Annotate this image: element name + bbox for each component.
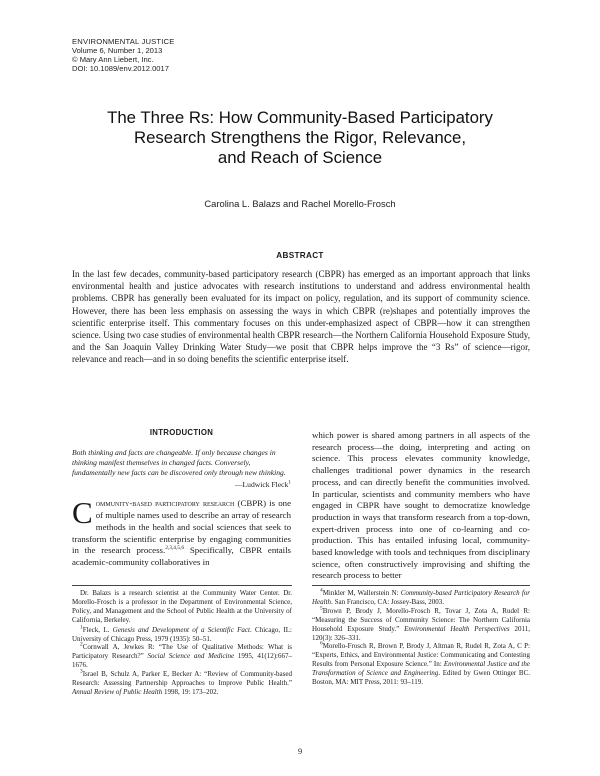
footnote-divider-left: [72, 585, 292, 586]
reference-3: [72, 670, 292, 697]
ref-4-number: 4: [320, 587, 323, 594]
ref-5-post: 2011, 120(3): 326–331.: [312, 624, 530, 642]
intro-paragraph: [72, 495, 291, 568]
journal-volume: Volume 6, Number 1, 2013: [72, 46, 163, 55]
right-column-text: which power is shared among partners in all aspects of the research process—the doing, interpreting and acting on science. This process elevates community knowledge, challenges traditional power dynamics in the research process, and can directly benefit the communities involved. In particular, scientists and community members who have engaged in CBPR have sought to democratize knowledge production in ways that transform research from a top-down, expert-driven process into one of co-learning and co-production. This has entailed infusing local, community-based knowledge with tools and techniques from disciplinary science, often constructively improvising and shifting the research process to better: [312, 430, 530, 581]
ref-1-post: . Chicago, IL: University of Chicago Press, 1979 (1935): 50–51.: [72, 625, 292, 643]
intro-refs: 2,3,4,5,6: [165, 545, 185, 552]
abstract-heading: ABSTRACT: [276, 251, 324, 260]
ref-3-post: 1998, 19: 173–202.: [162, 687, 219, 696]
ref-3-pre: Israel B, Schulz A, Parker E, Becker A: “Review of Community-based Research: Assessing Partnership Approaches to Improve Public Health.”: [72, 670, 292, 688]
journal-name: ENVIRONMENTAL JUSTICE: [72, 37, 175, 46]
footnote-divider-right: [312, 585, 530, 586]
title-line-2: Research Strengthens the Rigor, Relevance,: [133, 128, 467, 147]
reference-1: [72, 626, 292, 644]
attribution-name: —Ludwick Fleck: [234, 479, 289, 489]
introduction-heading: INTRODUCTION: [149, 428, 214, 437]
ref-1-number: 1: [80, 624, 83, 631]
ref-2-pre: Cornwall A, Jewkes R: “The Use of Qualitative Methods: What is Participatory Research?”: [72, 643, 292, 661]
intro-text-a: (CBPR) is one of multiple names used to describe an array of research methods in the health and social sciences that seek to transform the scientific enterprise by engaging communities in the research process.: [72, 498, 291, 556]
ref-6-number: 6: [320, 641, 323, 648]
ref-5-title: Environmental Health Perspectives: [404, 624, 510, 633]
reference-2: [72, 643, 292, 670]
reference-5: [312, 607, 530, 643]
ref-4-title: Community-based Participatory Research for Health: [312, 589, 531, 606]
article-title: [60, 108, 540, 168]
ref-4-pre: Minkler M, Wallerstein N:: [322, 589, 401, 597]
right-column-paragraph: [312, 430, 530, 582]
ref-1-pre: Fleck, L.: [82, 625, 113, 634]
epigraph-quote: Both thinking and facts are changeable. If only because changes in thinking manifest themselves in changed facts. Conversely, fundamentally new facts can be discovered only through new thinking.: [72, 447, 286, 477]
affiliation-note: Dr. Balazs is a research scientist at the Community Water Center. Dr. Morello-Frosch is a professor in the Department of Environmental Science, Policy, and Management and the School of Public Health at the University of California, Berkeley.: [72, 589, 292, 624]
right-column: [312, 430, 530, 582]
ref-5-pre: Brown P, Brody J, Morello-Frosch R, Tovar J, Zota A, Rudel R: “Measuring the Success of Community Science: The Northern California Household Exposure Study.”: [312, 606, 530, 633]
ref-2-number: 2: [80, 642, 83, 649]
footnotes-right: [312, 589, 530, 687]
title-line-3: and Reach of Science: [217, 148, 383, 167]
author-list: Carolina L. Balazs and Rachel Morello-Frosch: [204, 198, 396, 209]
smallcaps-lead: ommunity-based participatory research: [95, 498, 235, 509]
reference-4: [312, 589, 530, 607]
ref-4-post: . San Francisco, CA: Jossey-Bass, 2003.: [331, 597, 445, 606]
ref-2-post: 1995, 41(12):667–1676.: [72, 652, 292, 670]
ref-2-title: Social Science and Medicine: [147, 652, 235, 661]
left-column: [72, 427, 291, 569]
ref-6-pre: Morello-Frosch R, Brown P, Brody J, Altman R, Rudel R, Zota A, C P: “Experts, Ethics, and Environmental Justice: Communicating and Contesting Results from Personal Exposure Science.” In:: [312, 642, 530, 669]
attribution-ref: 1: [288, 479, 291, 486]
intro-text-b: Specifically, CBPR entails academic-community collaboratives in: [72, 545, 291, 567]
doi-line: DOI: 10.1089/env.2012.0017: [72, 64, 169, 73]
intro-paragraph-text: [72, 495, 291, 568]
ref-1-title: Genesis and Development of a Scientific Fact: [112, 625, 250, 634]
footnotes-left: [72, 589, 292, 697]
drop-cap-letter: C: [72, 495, 93, 531]
journal-header: [72, 37, 175, 73]
ref-6-post: . Edited by Gwen Ottinger BC. Boston, MA: MIT Press, 2011: 93–119.: [312, 669, 530, 687]
ref-6-title: Environmental Justice and the Transformation of Science and Engineering: [312, 660, 530, 678]
ref-3-title: Annual Review of Public Health: [72, 687, 163, 696]
ref-5-number: 5: [320, 605, 323, 612]
reference-6: [312, 642, 530, 687]
abstract-text: In the last few decades, community-based participatory research (CBPR) has emerged as an important approach that links environmental health and justice advocates with research institutions to understand and address environmental health problems. CBPR has generally been evaluated for its impact on policy, regulation, and its support of community science. However, there has been less emphasis on assessing the ways in which CBPR (re)shapes and potentially improves the scientific enterprise itself. This commentary focuses on this under-emphasized aspect of CBPR—how it can strengthen science. Using two case studies of environmental health CBPR research—the Northern California Household Exposure Study, and the San Joaquin Valley Drinking Water Study—we posit that CBPR helps improve the “3 Rs” of science—rigor, relevance and reach—and in so doing benefits the scientific enterprise itself.: [72, 269, 530, 365]
title-line-1: The Three Rs: How Community-Based Participatory: [107, 108, 493, 127]
page-number: 9: [297, 747, 303, 756]
copyright-line: © Mary Ann Liebert, Inc.: [72, 55, 154, 64]
epigraph-attribution: [72, 479, 291, 491]
ref-3-number: 3: [80, 668, 83, 675]
